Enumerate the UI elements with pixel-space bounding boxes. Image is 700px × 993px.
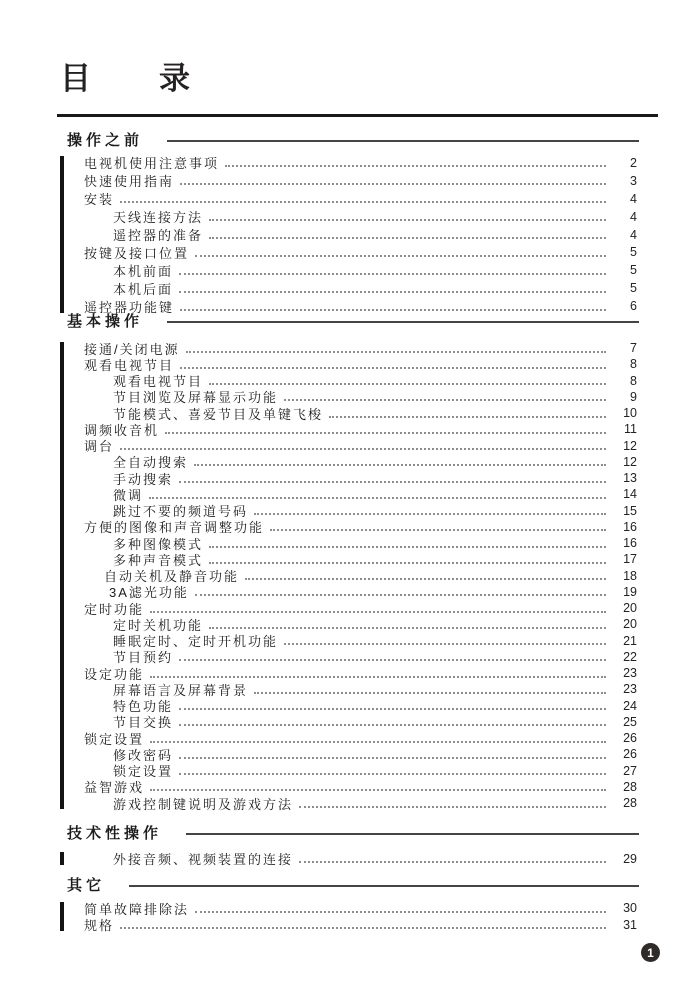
toc-item-label: 特色功能 bbox=[113, 699, 174, 714]
dotted-leader bbox=[179, 701, 606, 710]
toc-item-page-number: 26 bbox=[623, 731, 637, 746]
toc-item-page-number: 29 bbox=[623, 851, 637, 866]
toc-item-label: 快速使用指南 bbox=[84, 174, 175, 190]
toc-item-page-number: 30 bbox=[623, 901, 637, 916]
toc-item-page-number: 26 bbox=[623, 747, 637, 762]
toc-item-label: 观看电视节目 bbox=[84, 357, 175, 373]
toc-item-label: 多种图像模式 bbox=[113, 536, 204, 552]
toc-item-page-number: 4 bbox=[630, 191, 637, 206]
toc-row bbox=[84, 535, 637, 551]
toc-row bbox=[84, 454, 637, 470]
toc-item-page-number: 16 bbox=[623, 519, 637, 534]
toc-item-label: 简单故障排除法 bbox=[84, 901, 190, 917]
dotted-leader bbox=[329, 409, 606, 418]
toc-item-page-number: 8 bbox=[630, 373, 637, 388]
dotted-leader bbox=[209, 620, 606, 629]
toc-item-label: 修改密码 bbox=[113, 747, 174, 763]
toc-item-label: 节能模式、喜爱节目及单键飞梭 bbox=[113, 406, 324, 422]
toc-item-label: 遥控器的准备 bbox=[113, 228, 204, 244]
toc-item-label: 多种声音模式 bbox=[113, 552, 204, 568]
section-rule bbox=[167, 140, 639, 142]
dotted-leader bbox=[150, 782, 606, 791]
toc-item-page-number: 28 bbox=[623, 796, 637, 811]
toc-item-page-number: 4 bbox=[630, 209, 637, 224]
toc-item-label: 节目浏览及屏幕显示功能 bbox=[113, 390, 279, 406]
dotted-leader bbox=[180, 360, 606, 369]
toc-item-label: 方便的图像和声音调整功能 bbox=[84, 520, 265, 536]
toc-item-page-number: 14 bbox=[623, 487, 637, 502]
section-side-bar bbox=[60, 342, 64, 809]
section-header bbox=[67, 823, 639, 844]
dotted-leader bbox=[120, 441, 606, 450]
dotted-leader bbox=[284, 392, 606, 401]
toc-item-page-number: 20 bbox=[623, 617, 637, 632]
toc-item-label: 定时关机功能 bbox=[113, 617, 204, 633]
toc-row bbox=[84, 154, 637, 172]
toc-item-page-number: 28 bbox=[623, 779, 637, 794]
toc-item-label: 规格 bbox=[84, 918, 115, 933]
toc-row bbox=[84, 917, 637, 933]
toc-item-label: 锁定设置 bbox=[84, 731, 145, 747]
toc-item-label: 遥控器功能键 bbox=[84, 299, 175, 315]
dotted-leader bbox=[149, 490, 606, 499]
dotted-leader bbox=[209, 212, 606, 221]
dotted-leader bbox=[284, 636, 606, 645]
toc-item-page-number: 12 bbox=[623, 438, 637, 453]
toc-item-label: 调台 bbox=[84, 439, 115, 454]
toc-row bbox=[84, 616, 637, 632]
toc-item-page-number: 27 bbox=[623, 763, 637, 778]
toc-item-page-number: 21 bbox=[623, 633, 637, 648]
toc-row bbox=[84, 600, 637, 616]
page-number-badge: 1 bbox=[641, 943, 660, 962]
dotted-leader bbox=[209, 376, 606, 385]
dotted-leader bbox=[299, 799, 606, 808]
dotted-leader bbox=[120, 194, 606, 203]
dotted-leader bbox=[180, 302, 606, 311]
toc-item-page-number: 23 bbox=[623, 666, 637, 681]
dotted-leader bbox=[245, 571, 606, 580]
toc-row bbox=[84, 681, 637, 697]
dotted-leader bbox=[225, 158, 606, 167]
page-title: 目 录 bbox=[60, 61, 192, 96]
section-items bbox=[84, 340, 637, 811]
dotted-leader bbox=[195, 248, 606, 257]
section-side-bar bbox=[60, 156, 64, 313]
toc-item-label: 定时功能 bbox=[84, 601, 145, 617]
toc-row bbox=[84, 356, 637, 372]
toc-item-page-number: 5 bbox=[630, 281, 637, 296]
toc-row bbox=[84, 438, 637, 454]
toc-row bbox=[84, 421, 637, 437]
toc-item-label: 天线连接方法 bbox=[113, 210, 204, 226]
toc-item-page-number: 6 bbox=[630, 299, 637, 314]
section-side-bar bbox=[60, 902, 64, 931]
section-side-bar bbox=[60, 852, 64, 865]
toc-item-label: 锁定设置 bbox=[113, 764, 174, 779]
toc-row bbox=[84, 665, 637, 681]
section-rule bbox=[129, 885, 639, 887]
toc-row bbox=[84, 649, 637, 665]
dotted-leader bbox=[270, 522, 606, 531]
toc-item-label: 接通/关闭电源 bbox=[84, 341, 180, 357]
toc-row bbox=[84, 779, 637, 795]
toc-item-label: 3A滤光功能 bbox=[109, 585, 189, 601]
toc-item-page-number: 24 bbox=[623, 698, 637, 713]
toc-row bbox=[84, 297, 637, 315]
dotted-leader bbox=[254, 506, 606, 515]
dotted-leader bbox=[150, 604, 606, 613]
dotted-leader bbox=[209, 539, 606, 548]
section-title: 技术性操作 bbox=[67, 825, 163, 843]
toc-row bbox=[84, 243, 637, 261]
dotted-leader bbox=[195, 587, 606, 596]
toc-section bbox=[57, 130, 658, 315]
toc-item-label: 外接音频、视频装置的连接 bbox=[113, 852, 294, 868]
section-title: 其它 bbox=[67, 877, 106, 895]
toc-item-page-number: 15 bbox=[623, 503, 637, 518]
dotted-leader bbox=[179, 652, 606, 661]
dotted-leader bbox=[179, 766, 606, 775]
toc-row bbox=[84, 389, 637, 405]
section-rule bbox=[167, 321, 639, 323]
toc-row bbox=[84, 261, 637, 279]
toc-item-page-number: 16 bbox=[623, 536, 637, 551]
toc-item-label: 按键及接口位置 bbox=[84, 245, 190, 261]
dotted-leader bbox=[150, 669, 606, 678]
toc-row bbox=[84, 795, 637, 811]
toc-item-page-number: 2 bbox=[630, 155, 637, 170]
section-header bbox=[67, 130, 639, 151]
toc-row bbox=[84, 279, 637, 297]
dotted-leader bbox=[194, 457, 606, 466]
toc-item-page-number: 12 bbox=[623, 454, 637, 469]
toc-row bbox=[84, 190, 637, 208]
toc-item-page-number: 5 bbox=[630, 245, 637, 260]
toc-row bbox=[84, 568, 637, 584]
dotted-leader bbox=[209, 230, 606, 239]
toc-section bbox=[57, 823, 658, 867]
toc-row bbox=[84, 470, 637, 486]
toc-row bbox=[84, 373, 637, 389]
toc-item-page-number: 7 bbox=[630, 341, 637, 356]
toc-item-page-number: 25 bbox=[623, 714, 637, 729]
dotted-leader bbox=[186, 344, 606, 353]
toc-section bbox=[57, 311, 658, 811]
toc-row bbox=[84, 730, 637, 746]
toc-item-page-number: 23 bbox=[623, 682, 637, 697]
dotted-leader bbox=[179, 717, 606, 726]
toc-item-page-number: 31 bbox=[623, 917, 637, 932]
toc-item-label: 观看电视节目 bbox=[113, 374, 204, 389]
toc-row bbox=[84, 486, 637, 502]
dotted-leader bbox=[150, 734, 606, 743]
section-items bbox=[84, 154, 637, 315]
dotted-leader bbox=[299, 854, 606, 863]
toc-row bbox=[84, 551, 637, 567]
toc-row bbox=[84, 763, 637, 779]
toc-row bbox=[84, 405, 637, 421]
dotted-leader bbox=[179, 266, 606, 275]
section-title: 操作之前 bbox=[67, 132, 144, 149]
toc-item-page-number: 17 bbox=[623, 552, 637, 567]
toc-row bbox=[84, 503, 637, 519]
toc-item-label: 手动搜索 bbox=[113, 471, 174, 487]
section-items bbox=[84, 900, 637, 933]
toc-row bbox=[84, 633, 637, 649]
toc-row bbox=[84, 698, 637, 714]
toc-item-page-number: 22 bbox=[623, 649, 637, 664]
toc-item-label: 调频收音机 bbox=[84, 422, 160, 438]
section-title: 基本操作 bbox=[67, 313, 144, 331]
toc-row bbox=[84, 340, 637, 356]
dotted-leader bbox=[179, 474, 606, 483]
toc-item-page-number: 8 bbox=[630, 357, 637, 372]
toc-item-page-number: 20 bbox=[623, 601, 637, 616]
toc-row bbox=[84, 850, 637, 867]
toc-item-label: 全自动搜索 bbox=[113, 455, 189, 471]
toc-item-page-number: 5 bbox=[630, 263, 637, 278]
toc-item-label: 节目预约 bbox=[113, 650, 174, 666]
toc-item-label: 节目交换 bbox=[113, 715, 174, 731]
dotted-leader bbox=[180, 176, 606, 185]
toc-row bbox=[84, 519, 637, 535]
section-header bbox=[67, 875, 639, 896]
dotted-leader bbox=[179, 284, 606, 293]
toc-item-label: 跳过不要的频道号码 bbox=[113, 504, 249, 519]
toc-item-label: 自动关机及静音功能 bbox=[104, 569, 240, 584]
toc-row bbox=[84, 172, 637, 190]
toc-item-label: 游戏控制键说明及游戏方法 bbox=[113, 796, 294, 812]
toc-item-label: 微调 bbox=[113, 487, 144, 503]
toc-item-page-number: 13 bbox=[623, 471, 637, 486]
toc-item-label: 屏幕语言及屏幕背景 bbox=[113, 682, 249, 698]
toc-item-page-number: 11 bbox=[624, 422, 637, 437]
toc-item-label: 睡眠定时、定时开机功能 bbox=[113, 634, 279, 649]
toc-row bbox=[84, 746, 637, 762]
toc-item-page-number: 4 bbox=[630, 227, 637, 242]
section-items bbox=[84, 850, 637, 867]
toc-row bbox=[84, 714, 637, 730]
toc-item-label: 本机后面 bbox=[113, 281, 174, 297]
section-rule bbox=[186, 833, 639, 835]
toc-sections bbox=[57, 0, 658, 933]
toc-item-page-number: 10 bbox=[623, 406, 637, 421]
toc-item-label: 本机前面 bbox=[113, 263, 174, 279]
toc-item-label: 设定功能 bbox=[84, 666, 145, 682]
toc-item-page-number: 3 bbox=[630, 173, 637, 188]
toc-section bbox=[57, 875, 658, 933]
toc-row bbox=[84, 584, 637, 600]
dotted-leader bbox=[209, 555, 606, 564]
dotted-leader bbox=[195, 904, 606, 913]
toc-row bbox=[84, 208, 637, 226]
toc-row bbox=[84, 226, 637, 244]
toc-item-page-number: 9 bbox=[630, 389, 637, 404]
toc-item-label: 安装 bbox=[84, 192, 115, 208]
toc-item-label: 电视机使用注意事项 bbox=[84, 156, 220, 172]
dotted-leader bbox=[179, 750, 606, 759]
dotted-leader bbox=[165, 425, 606, 434]
dotted-leader bbox=[254, 685, 606, 694]
toc-item-label: 益智游戏 bbox=[84, 780, 145, 796]
toc-row bbox=[84, 900, 637, 916]
dotted-leader bbox=[120, 920, 606, 929]
toc-item-page-number: 18 bbox=[623, 568, 637, 583]
toc-item-page-number: 19 bbox=[623, 584, 637, 599]
